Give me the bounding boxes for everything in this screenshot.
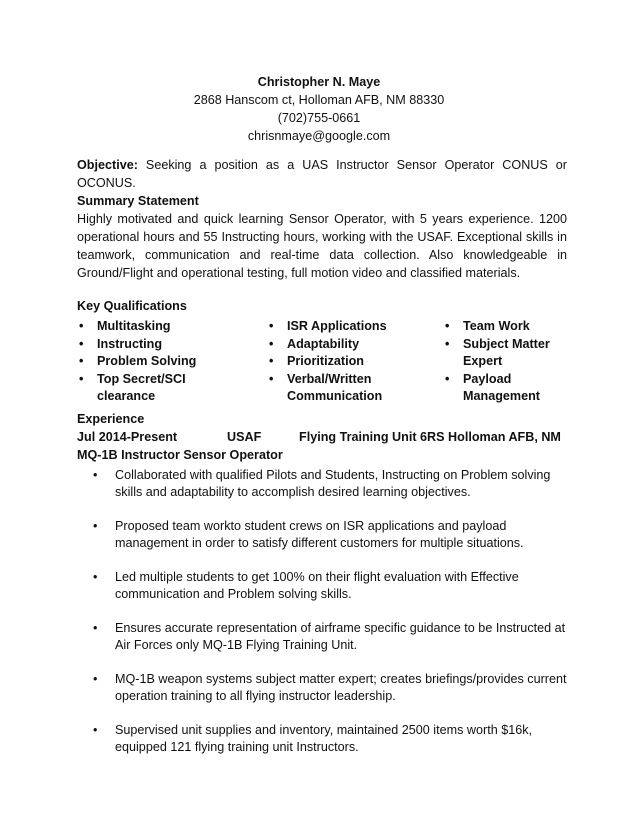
- qualification-item: • Verbal/Written Communication: [267, 371, 412, 406]
- duty-item: • Proposed team workto student crews on ISR applications and payload management in order to satisfy different customers for multiple situations.: [77, 518, 567, 552]
- experience-unit: Flying Training Unit 6RS Holloman AFB, NM: [299, 430, 561, 444]
- experience-row: [77, 428, 567, 446]
- candidate-address: 2868 Hanscom ct, Holloman AFB, NM 88330: [193, 93, 445, 107]
- qualification-item: • Multitasking: [77, 318, 237, 336]
- duties-list: [77, 467, 567, 756]
- qualification-item: • Top Secret/SCI clearance: [77, 371, 237, 406]
- qualifications-heading: Key Qualifications: [77, 299, 187, 313]
- qualifications-column-2: [267, 318, 412, 406]
- objective-section: [77, 156, 567, 192]
- qualifications-column-3: [443, 318, 567, 406]
- candidate-name: Christopher N. Maye: [257, 75, 381, 89]
- qualification-item: • Subject Matter Expert: [443, 336, 567, 371]
- qualification-item: • Prioritization: [267, 353, 412, 371]
- qualification-item: • ISR Applications: [267, 318, 412, 336]
- objective-label: Objective:: [77, 158, 138, 172]
- qualification-item: • Payload Management: [443, 371, 567, 406]
- experience-dates: Jul 2014-Present: [77, 430, 178, 444]
- duty-item: • Led multiple students to get 100% on their flight evaluation with Effective communication and Problem solving skills.: [77, 569, 567, 603]
- qualification-item: • Team Work: [443, 318, 567, 336]
- experience-title: MQ-1B Instructor Sensor Operator: [77, 448, 283, 462]
- resume-header: [0, 73, 638, 145]
- qualifications-column-1: [77, 318, 237, 406]
- duty-item: • MQ-1B weapon systems subject matter expert; creates briefings/provides current operation training to all flying instructor leadership.: [77, 671, 567, 705]
- experience-employer: USAF: [227, 430, 262, 444]
- objective-text: Seeking a position as a UAS Instructor Sensor Operator CONUS or OCONUS.: [77, 158, 568, 190]
- experience-heading: Experience: [77, 412, 145, 426]
- duty-item: • Collaborated with qualified Pilots and Students, Instructing on Problem solving skills and adaptability to accomplish desired learning objectives.: [77, 467, 567, 501]
- resume-body: [77, 156, 567, 773]
- qualification-item: • Adaptability: [267, 336, 412, 354]
- summary-heading: Summary Statement: [77, 194, 199, 208]
- candidate-email: chrisnmaye@google.com: [247, 129, 391, 143]
- qualification-item: • Instructing: [77, 336, 237, 354]
- duty-item: • Supervised unit supplies and inventory, maintained 2500 items worth $16k, equipped 121 flying training unit Instructors.: [77, 722, 567, 756]
- qualification-item: • Problem Solving: [77, 353, 237, 371]
- spacer: [77, 282, 567, 297]
- summary-text: Highly motivated and quick learning Sensor Operator, with 5 years experience. 1200 operational hours and 55 Instructing hours, working with the USAF. Exceptional skills in teamwork, communication and real-time data collection. Also knowledgeable in Ground/Flight and operational testing, full motion video and classified materials.: [77, 212, 567, 280]
- qualifications-grid: [77, 318, 567, 404]
- duty-item: • Ensures accurate representation of airframe specific guidance to be Instructed at Air Forces only MQ-1B Flying Training Unit.: [77, 620, 567, 654]
- candidate-phone: (702)755-0661: [277, 111, 361, 125]
